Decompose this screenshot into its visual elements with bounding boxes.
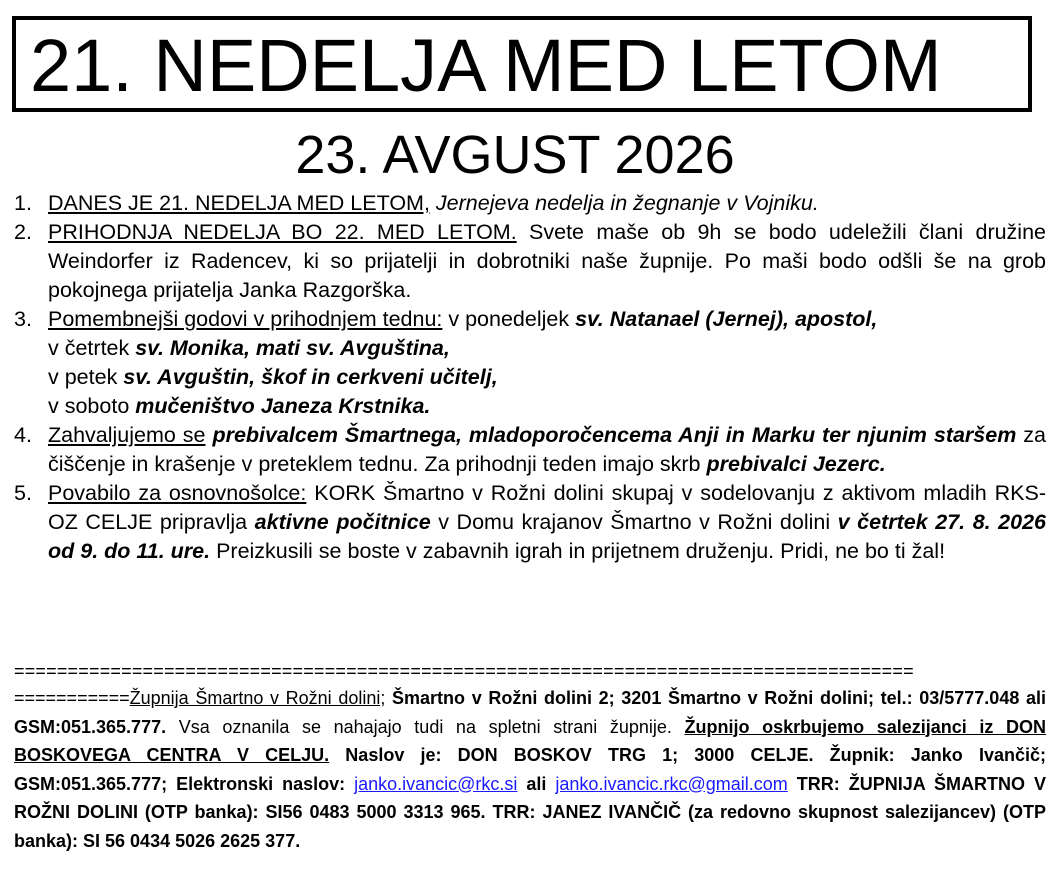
notice-item-3: [14, 305, 1046, 421]
feast-prefix: v ponedeljek: [442, 307, 576, 331]
feast-prefix: v petek: [48, 365, 124, 389]
salesians-note: Župnijo oskrbujemo salezijanci iz DON BOSKOVEGA CENTRA V CELJU.: [14, 716, 1046, 765]
date-heading: 23. AVGUST 2026: [295, 125, 735, 185]
notice-emphasis: aktivne počitnice: [254, 510, 431, 534]
separator-line: ====================================================================================: [14, 661, 914, 681]
notices-list: [14, 189, 1046, 566]
notice-text: za čiščenje in krašenje v preteklem tednu. Za prihodnji teden imajo skrb: [48, 423, 1046, 476]
notice-text: Svete maše ob 9h se bodo udeležili člani družine Weindorfer iz Radencev, ki so prijatelji in dobrotniki naše župnije. Po maši bodo odšli še na grob pokojnega prijatelja Janka Razgorška.: [48, 220, 1046, 302]
notice-text: Jernejeva nedelja in žegnanje v Vojniku.: [429, 191, 819, 215]
contact-details: Naslov je: DON BOSKOV TRG 1; 3000 CELJE. Župnik: Janko Ivančič; GSM:051.365.777; Elektronski naslov:: [14, 745, 1046, 794]
notice-lead: Pomembnejši godovi v prihodnjem tednu:: [48, 307, 443, 331]
email-link-2[interactable]: janko.ivancic.rkc@gmail.com: [555, 773, 788, 794]
feast-name: sv. Monika, mati sv. Avguština,: [135, 336, 450, 360]
separator-tail: ===========: [14, 688, 130, 708]
notice-number: 2.: [14, 220, 32, 244]
notice-number: 5.: [14, 481, 32, 505]
notice-emphasis: prebivalci Jezerc.: [706, 452, 886, 476]
notice-item-5: [14, 479, 1046, 566]
notice-number: 1.: [14, 191, 32, 215]
notice-item-1: [14, 189, 1046, 218]
feast-name: sv. Avguštin, škof in cerkveni učitelj,: [123, 365, 498, 389]
title-box: [12, 16, 1032, 112]
notice-emphasis: v četrtek 27. 8. 2026 od 9. do 11. ure.: [48, 510, 1047, 563]
bank-details: TRR: ŽUPNIJA ŠMARTNO V ROŽNI DOLINI (OTP banka): SI56 0483 5000 3313 965. TRR: JANEZ IVANČIČ (za redovno skupnost salezijancev) (OTP banka): SI 56 0434 5026 2625 377.: [14, 773, 1046, 851]
website-note: Vsa oznanila se nahajajo tudi na spletni strani župnije.: [166, 716, 685, 737]
feast-prefix: v soboto: [48, 394, 136, 418]
notice-number: 4.: [14, 423, 32, 447]
notice-lead: Povabilo za osnovnošolce:: [48, 481, 307, 505]
notice-lead: PRIHODNJA NEDELJA BO 22. MED LETOM.: [48, 220, 517, 244]
notice-text: Preizkusili se boste v zabavnih igrah in prijetnem druženju. Pridi, ne bo ti žal!: [210, 539, 946, 563]
notice-item-2: [14, 218, 1046, 305]
parish-name: Župnija Šmartno v Rožni dolini;: [129, 688, 386, 708]
email-link-1[interactable]: janko.ivancic@rkc.si: [354, 773, 518, 794]
parish-footer: [14, 684, 1046, 855]
notice-emphasis: prebivalcem Šmartnega, mladoporočencema Anji in Marku ter njunim staršem: [205, 423, 1017, 447]
notice-number: 3.: [14, 307, 32, 331]
notice-text: v Domu krajanov Šmartno v Rožni dolini: [430, 510, 838, 534]
notice-lead: Zahvaljujemo se: [48, 423, 206, 447]
parish-address: Šmartno v Rožni dolini 2; 3201 Šmartno v Rožni dolini; tel.: 03/5777.048 ali GSM:051.365.777.: [14, 688, 1047, 737]
page-title: 21. NEDELJA MED LETOM: [30, 24, 942, 107]
notice-item-4: [14, 421, 1046, 479]
feast-name: sv. Natanael (Jernej), apostol,: [575, 307, 878, 331]
or-text: ali: [517, 773, 556, 794]
feast-prefix: v četrtek: [48, 336, 136, 360]
feast-name: mučeništvo Janeza Krstnika.: [135, 394, 431, 418]
notice-text: KORK Šmartno v Rožni dolini skupaj v sodelovanju z aktivom mladih RKS-OZ CELJE pripravlja: [48, 481, 1046, 534]
notice-lead: DANES JE 21. NEDELJA MED LETOM,: [48, 191, 430, 215]
